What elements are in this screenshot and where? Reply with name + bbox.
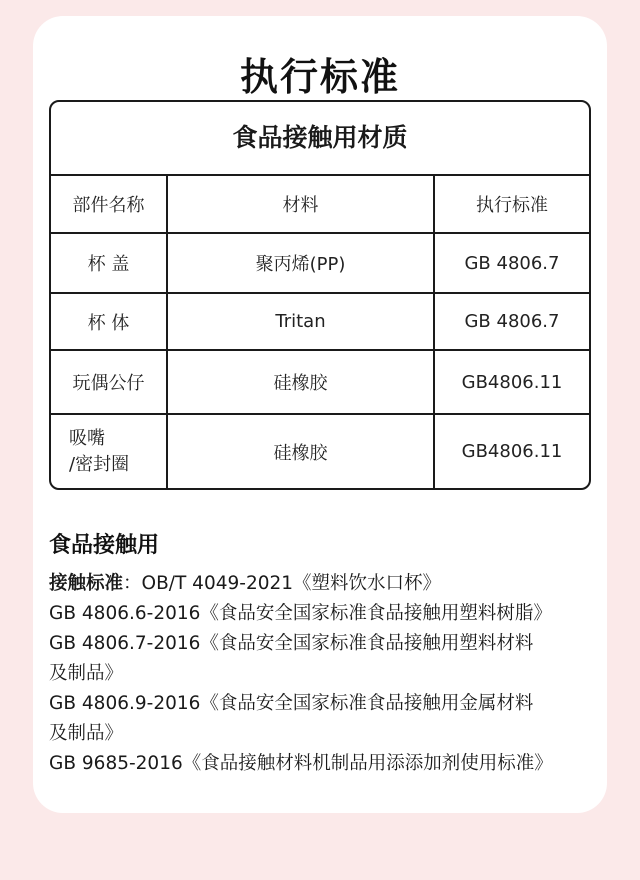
standard-cell: GB 4806.7 xyxy=(464,252,560,274)
table-row xyxy=(51,415,589,488)
standard-line: GB 4806.7-2016《食品安全国家标准食品接触用塑料材料 xyxy=(49,633,534,654)
part-name-cell xyxy=(51,415,168,488)
header-part-name: 部件名称 xyxy=(51,176,168,232)
standard-line: GB 4806.6-2016《食品安全国家标准食品接触用塑料树脂》 xyxy=(49,603,552,624)
standard-line: GB 4806.9-2016《食品安全国家标准食品接触用金属材料 xyxy=(49,693,534,714)
standard-line: 及制品》 xyxy=(49,723,124,744)
table-header-row xyxy=(51,176,589,234)
standard-line: GB 9685-2016《食品接触材料机制品用添添加剂使用标准》 xyxy=(49,753,553,774)
part-name-cell: 玩偶公仔 xyxy=(51,351,168,413)
section-heading: 食品接触用 xyxy=(49,533,160,558)
material-cell: 硅橡胶 xyxy=(168,351,435,413)
standard-cell: GB 4806.7 xyxy=(464,311,560,332)
part-name-cell: 杯 体 xyxy=(51,294,168,349)
part-name-line: /密封圈 xyxy=(69,453,130,475)
materials-table xyxy=(49,100,591,490)
contact-standard-value: ：OB/T 4049-2021《塑料饮水口杯》 xyxy=(123,573,442,594)
standards-list xyxy=(49,569,609,779)
contact-standard-label: 接触标准 xyxy=(49,573,124,594)
material-cell: 聚丙烯(PP) xyxy=(168,234,435,292)
header-standard: 执行标准 xyxy=(476,195,548,216)
part-name-line: 吸嘴 xyxy=(69,427,105,449)
table-row xyxy=(51,234,589,294)
material-cell: Tritan xyxy=(168,294,435,349)
standard-line: 及制品》 xyxy=(49,663,124,684)
standard-cell: GB4806.11 xyxy=(461,441,563,462)
table-row xyxy=(51,294,589,351)
page-title: 执行标准 xyxy=(239,55,400,99)
standard-line xyxy=(49,569,609,599)
standard-cell: GB4806.11 xyxy=(461,371,563,393)
table-row xyxy=(51,351,589,415)
part-name-cell: 杯 盖 xyxy=(51,234,168,292)
header-material: 材料 xyxy=(168,176,435,232)
standards-card xyxy=(33,16,607,813)
table-caption: 食品接触用材质 xyxy=(51,102,589,176)
material-cell: 硅橡胶 xyxy=(168,415,435,488)
